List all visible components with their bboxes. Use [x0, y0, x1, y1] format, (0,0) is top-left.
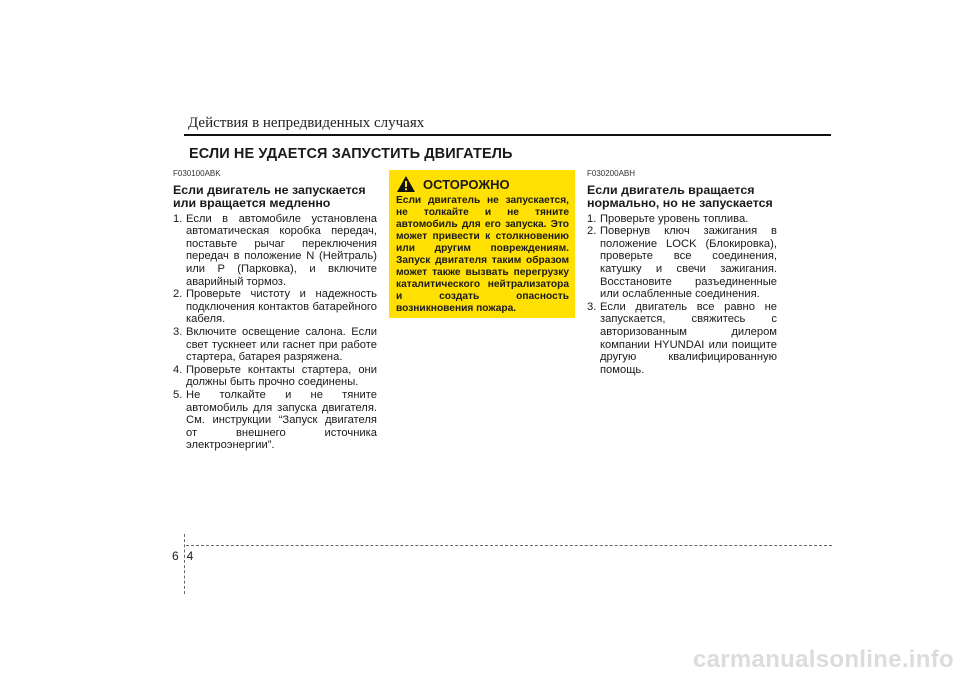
section-title: ЕСЛИ НЕ УДАЕТСЯ ЗАПУСТИТЬ ДВИГАТЕЛЬ — [189, 146, 513, 162]
warning-box — [389, 170, 575, 318]
list-item — [173, 364, 377, 389]
footer-vertical-guide — [184, 534, 185, 594]
step-number: 1. — [173, 212, 183, 225]
step-text: Проверьте чистоту и надежность подключения контактов батарейного кабеля. — [186, 288, 377, 326]
step-number: 5. — [173, 388, 183, 401]
right-column — [587, 168, 777, 376]
step-number: 2. — [173, 288, 183, 301]
right-reference-code: F030200ABH — [587, 169, 636, 178]
left-subheading: Если двигатель не запускается или вращается медленно — [173, 182, 366, 210]
list-item — [173, 326, 377, 364]
list-item — [173, 389, 377, 452]
list-item — [587, 213, 777, 226]
step-text: Если двигатель все равно не запускается, свяжитесь с авторизованным дилером компании HYUNDAI или поищите другую квалифицированную помощь. — [600, 300, 777, 376]
left-column — [173, 168, 377, 452]
step-number: 3. — [587, 300, 597, 313]
step-text: Не толкайте и не тяните автомобиль для запуска двигателя. См. инструкции “Запуск двигателя от внешнего источника электроэнергии”. — [186, 388, 377, 452]
footer-divider — [186, 545, 832, 546]
list-item — [587, 301, 777, 377]
list-item — [587, 225, 777, 301]
step-number: 2. — [587, 225, 597, 238]
warning-triangle-icon — [396, 175, 416, 193]
step-number: 1. — [587, 212, 597, 225]
warning-text: Если двигатель не запускается, не толкайте и не тяните автомобиль для его запуска. Это может привести к столкновению или другим повреждениям. Запуск двигателя таким образом может также вызвать перегрузку каталитического нейтрализатора и создать опасность возникновения пожара. — [396, 195, 569, 314]
left-reference-code: F030100ABK — [173, 169, 221, 178]
header-divider — [184, 134, 831, 136]
right-subheading: Если двигатель вращается нормально, но не запускается — [587, 182, 773, 210]
left-steps-list — [173, 213, 377, 452]
step-number: 3. — [173, 325, 183, 338]
warning-label: ОСТОРОЖНО — [423, 176, 510, 192]
right-steps-list — [587, 213, 777, 377]
step-text: Повернув ключ зажигания в положение LOCK (Блокировка), проверьте все соединения, катушку и свечи зажигания. Восстановите разъединенные или ослабленные соединения. — [600, 225, 777, 301]
step-text: Если в автомобиле установлена автоматическая коробка передач, поставьте рычаг переключения передач в положение N (Нейтраль) или P (Парковка), и включите аварийный тормоз. — [186, 212, 377, 288]
chapter-title: Действия в непредвиденных случаях — [188, 115, 425, 131]
list-item — [173, 288, 377, 326]
watermark: carmanualsonline.info — [692, 646, 954, 673]
page-number: 64 — [172, 549, 202, 563]
step-text: Проверьте уровень топлива. — [600, 212, 749, 225]
step-text: Проверьте контакты стартера, они должны быть прочно соединены. — [186, 363, 377, 389]
list-item — [173, 213, 377, 289]
warning-header — [396, 174, 569, 194]
step-text: Включите освещение салона. Если свет тускнеет или гаснет при работе стартера, батарея разряжена. — [186, 325, 377, 364]
step-number: 4. — [173, 363, 183, 376]
